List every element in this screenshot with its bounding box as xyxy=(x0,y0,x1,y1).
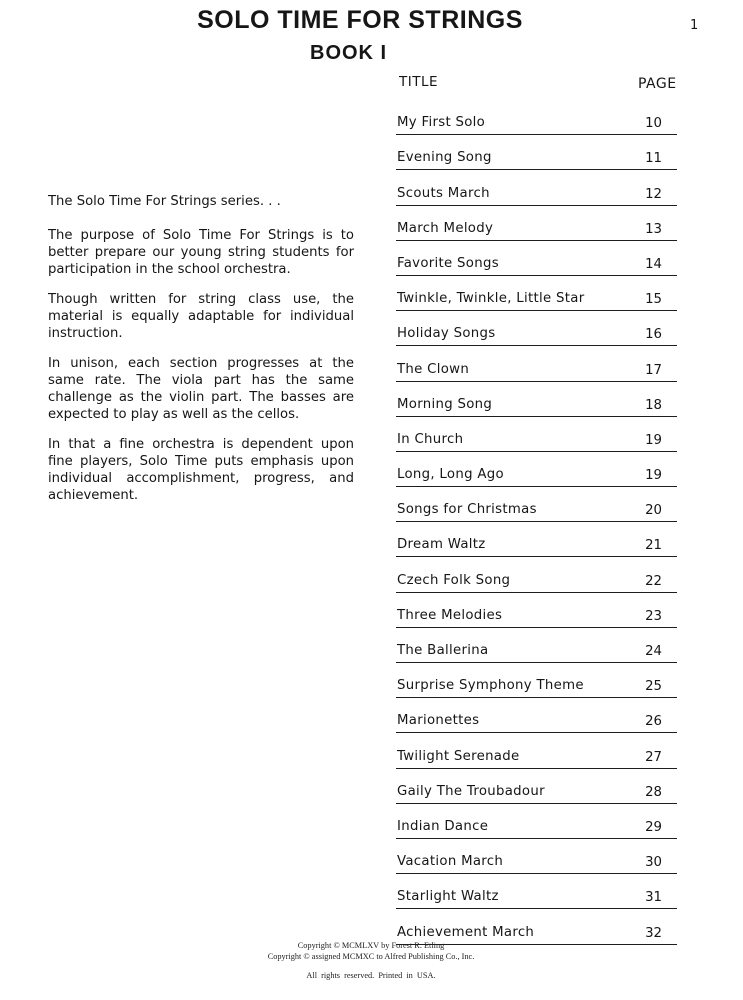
toc-row xyxy=(396,839,677,874)
toc-page: 17 xyxy=(645,362,662,378)
rights-notice: All rights reserved. Printed in USA. xyxy=(306,971,436,980)
toc-title: Twilight Serenade xyxy=(397,748,520,764)
page-column-header: PAGE xyxy=(638,76,677,92)
toc-row xyxy=(396,311,677,346)
toc-row xyxy=(396,346,677,381)
copyright-line-1: Copyright © MCMLXV by Forest R. Etling xyxy=(297,941,445,950)
copyright-notice xyxy=(230,940,512,962)
toc-title: Vacation March xyxy=(397,854,504,870)
toc-title: Czech Folk Song xyxy=(397,572,511,588)
toc-title: Marionettes xyxy=(397,713,480,729)
copyright-line-2: Copyright © assigned MCMXC to Alfred Publishing Co., Inc. xyxy=(267,952,475,961)
toc-page: 14 xyxy=(645,256,662,272)
toc-row xyxy=(396,663,677,698)
title-column-header: TITLE xyxy=(399,74,439,90)
toc-row xyxy=(396,769,677,804)
toc-title: Scouts March xyxy=(397,185,490,201)
intro-text xyxy=(48,193,354,517)
toc-row xyxy=(396,382,677,417)
intro-paragraph-purpose: The purpose of Solo Time For Strings is to better prepare our young string students for participation in the school orchestra. xyxy=(48,228,354,277)
toc-title: Starlight Waltz xyxy=(397,889,499,905)
intro-paragraph-unison: In unison, each section progresses at the same rate. The viola part has the same challenge as the violin part. The basses are expected to play as well as the cellos. xyxy=(48,356,354,422)
toc-title: Gaily The Troubadour xyxy=(397,783,545,799)
toc-title: Favorite Songs xyxy=(397,255,499,271)
toc-row xyxy=(396,417,677,452)
toc-row xyxy=(396,733,677,768)
toc-title: Twinkle, Twinkle, Little Star xyxy=(397,291,585,307)
toc-row xyxy=(396,804,677,839)
toc-row xyxy=(396,135,677,170)
toc-page: 16 xyxy=(645,327,662,343)
toc-page: 19 xyxy=(645,468,662,484)
toc-row xyxy=(396,522,677,557)
toc-row xyxy=(396,557,677,592)
toc-row xyxy=(396,628,677,663)
toc-page: 30 xyxy=(645,855,662,871)
toc-row xyxy=(396,276,677,311)
toc-page: 11 xyxy=(645,151,662,167)
toc-page: 31 xyxy=(645,890,662,906)
toc-title: Indian Dance xyxy=(397,818,489,834)
intro-paragraph-adaptable: Though written for string class use, the material is equally adaptable for individual instruction. xyxy=(48,292,354,341)
toc-row xyxy=(396,874,677,909)
toc-row xyxy=(396,452,677,487)
toc-page: 20 xyxy=(645,503,662,519)
toc-page: 18 xyxy=(645,397,662,413)
toc-title: Dream Waltz xyxy=(397,537,486,553)
toc-row xyxy=(396,100,677,135)
toc-page: 21 xyxy=(645,538,662,554)
toc-page: 22 xyxy=(645,573,662,589)
toc-title: In Church xyxy=(397,431,464,447)
intro-paragraph-emphasis: In that a fine orchestra is dependent upon fine players, Solo Time puts emphasis upon individual accomplishment, progress, and achievement. xyxy=(48,437,354,503)
toc-page: 27 xyxy=(645,749,662,765)
toc-title: March Melody xyxy=(397,220,494,236)
toc-title: Three Melodies xyxy=(397,607,503,623)
toc-page: 13 xyxy=(645,221,662,237)
toc-row xyxy=(396,593,677,628)
toc-page: 29 xyxy=(645,819,662,835)
toc-title: Songs for Christmas xyxy=(397,502,537,518)
table-of-contents xyxy=(396,100,677,945)
toc-row xyxy=(396,241,677,276)
toc-title: Achievement March xyxy=(397,924,535,940)
toc-page: 24 xyxy=(645,644,662,659)
toc-title: Surprise Symphony Theme xyxy=(397,678,584,694)
toc-title: Evening Song xyxy=(397,150,492,166)
toc-page: 19 xyxy=(645,432,662,448)
intro-lead: The Solo Time For Strings series. . . xyxy=(48,194,281,209)
toc-page: 23 xyxy=(645,608,662,624)
book-title: SOLO TIME FOR STRINGS xyxy=(197,6,523,34)
toc-page: 15 xyxy=(645,292,662,308)
page-number: 1 xyxy=(690,18,699,33)
toc-row xyxy=(396,170,677,205)
toc-title: The Ballerina xyxy=(397,643,489,658)
toc-row xyxy=(396,206,677,241)
toc-page: 32 xyxy=(645,925,662,941)
toc-page: 28 xyxy=(645,784,662,800)
toc-title: My First Solo xyxy=(397,115,486,131)
toc-title: Holiday Songs xyxy=(397,326,496,342)
toc-page: 26 xyxy=(645,714,662,730)
toc-page: 25 xyxy=(645,679,662,695)
toc-row xyxy=(396,487,677,522)
toc-title: Morning Song xyxy=(397,396,493,412)
toc-page: 12 xyxy=(645,186,662,202)
toc-title: The Clown xyxy=(397,361,470,377)
toc-title: Long, Long Ago xyxy=(397,467,504,483)
toc-row xyxy=(396,698,677,733)
toc-page: 10 xyxy=(645,116,662,132)
book-subtitle: BOOK I xyxy=(310,42,388,64)
